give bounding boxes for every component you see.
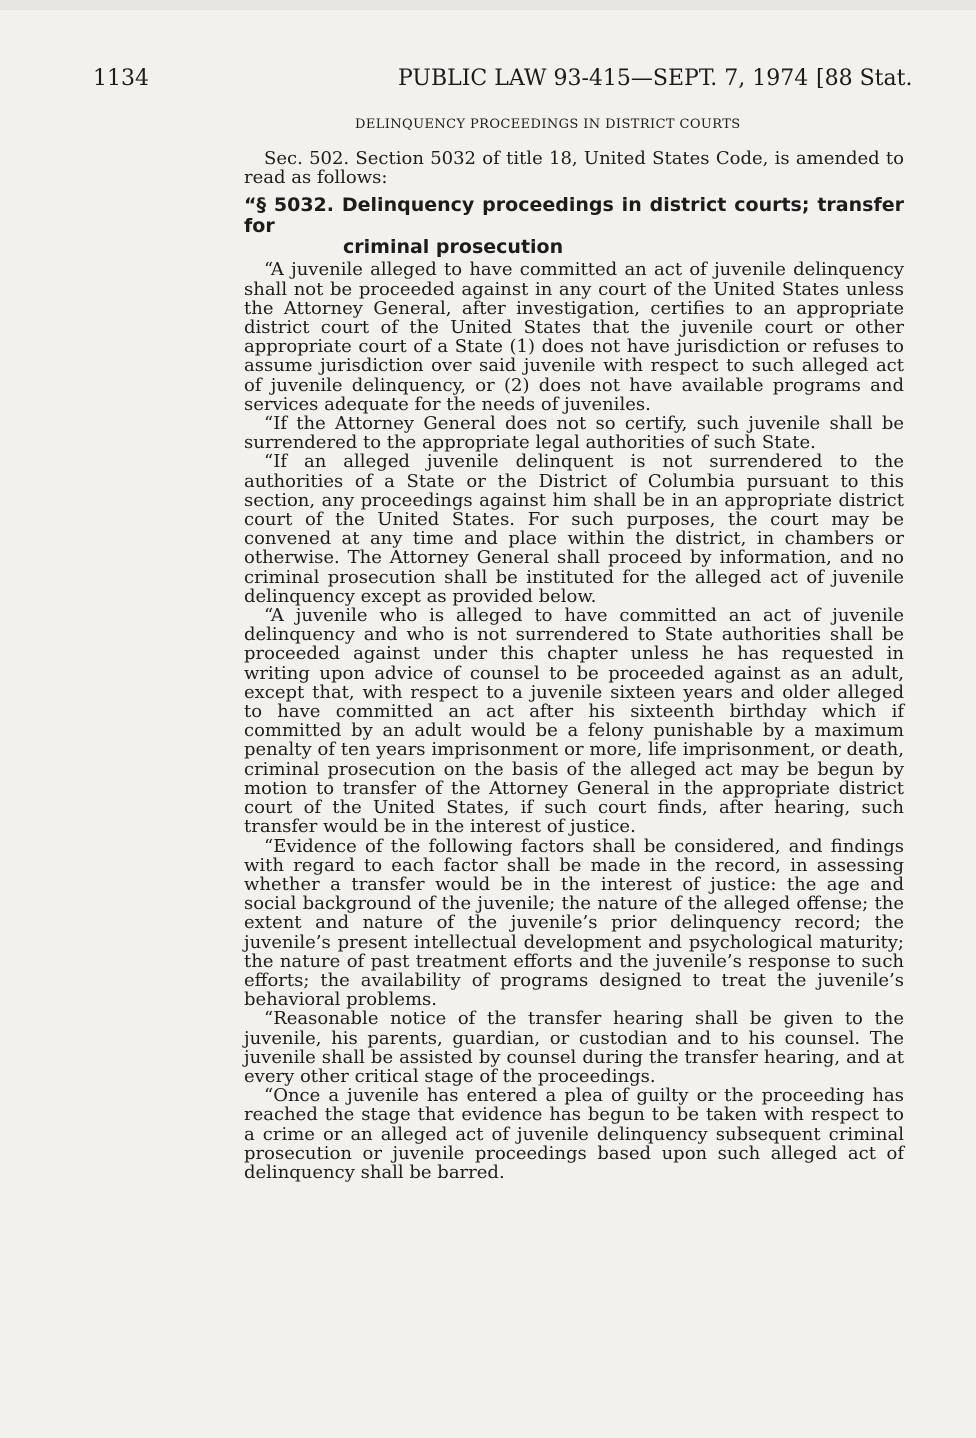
paragraph: “Reasonable notice of the transfer hearing shall be given to the juvenile, his parents, guardian, or custodian and to his counsel. The juvenile shall be assisted by counsel during the transfer hearing, and at every other critical stage of the proceedings. [244,1008,904,1087]
paragraph: “If the Attorney General does not so certify, such juvenile shall be surrendered to the appropriate legal authorities of such State. [244,413,904,454]
running-header [0,66,976,96]
paragraph: “Evidence of the following factors shall be considered, and findings with regard to each factor shall be made in the record, in assessing whether a transfer would be in the interest of justice: the age and social background of the juvenile; the nature of the alleged offense; the extent and nature of the juvenile’s prior delinquency record; the juvenile’s present intellectual development and psychological maturity; the nature of past treatment efforts and the juvenile’s response to such efforts; the availability of programs designed to treat the juvenile’s behavioral problems. [244,835,904,1011]
paragraph: “If an alleged juvenile delinquent is not surrendered to the authorities of a State or the District of Columbia pursuant to this section, any proceedings against him shall be in an appropriate district court of the United States. For such purposes, the court may be convened at any time and place within the district, in chambers or otherwise. The Attorney General shall proceed by information, and no criminal prosecution shall be instituted for the alleged act of juvenile delinquency except as provided below. [244,451,904,607]
paragraph: “A juvenile who is alleged to have committed an act of juvenile delinquency and who is not surrendered to State authorities shall be proceeded against under this chapter unless he has requested in writing upon advice of counsel to be proceeded against as an adult, except that, with respect to a juvenile sixteen years and older alleged to have committed an act after his sixteenth birthday which if committed by an adult would be a felony punishable by a maximum penalty of ten years imprisonment or more, life imprisonment, or death, criminal prosecution on the basis of the alleged act may be begun by motion to transfer of the Attorney General in the appropriate district court of the United States, if such court finds, after hearing, such transfer would be in the interest of justice. [244,605,904,838]
paragraph: “Once a juvenile has entered a plea of guilty or the proceeding has reached the stage that evidence has begun to be taken with respect to a crime or an alleged act of juvenile delinquency subsequent criminal prosecution or juvenile proceedings based upon such alleged act of delinquency shall be barred. [244,1085,904,1183]
scan-edge [0,0,976,10]
section-intro: Sec. 502. Section 5032 of title 18, United States Code, is amended to read as follows: [244,148,904,189]
page-number: 1134 [93,66,149,91]
law-title: PUBLIC LAW 93-415—SEPT. 7, 1974 [398,66,809,91]
code-section-title [244,195,904,258]
code-section-title-line1: “§ 5032. Delinquency proceedings in district courts; transfer for [244,194,904,238]
paragraph: “A juvenile alleged to have committed an act of juvenile delinquency shall not be proceeded against in any court of the United States unless the Attorney General, after investigation, certifies to an appropriate district court of the United States that the juvenile court or other appropriate court of a State (1) does not have jurisdiction or refuses to assume jurisdiction over said juvenile with respect to such alleged act of juvenile delinquency, or (2) does not have available programs and services adequate for the needs of juveniles. [244,259,904,415]
section-heading: DELINQUENCY PROCEEDINGS IN DISTRICT COURTS [355,117,741,132]
stat-volume: [88 Stat. [816,66,913,91]
body-text [244,149,904,1182]
code-section-title-line2: criminal prosecution [343,236,564,259]
